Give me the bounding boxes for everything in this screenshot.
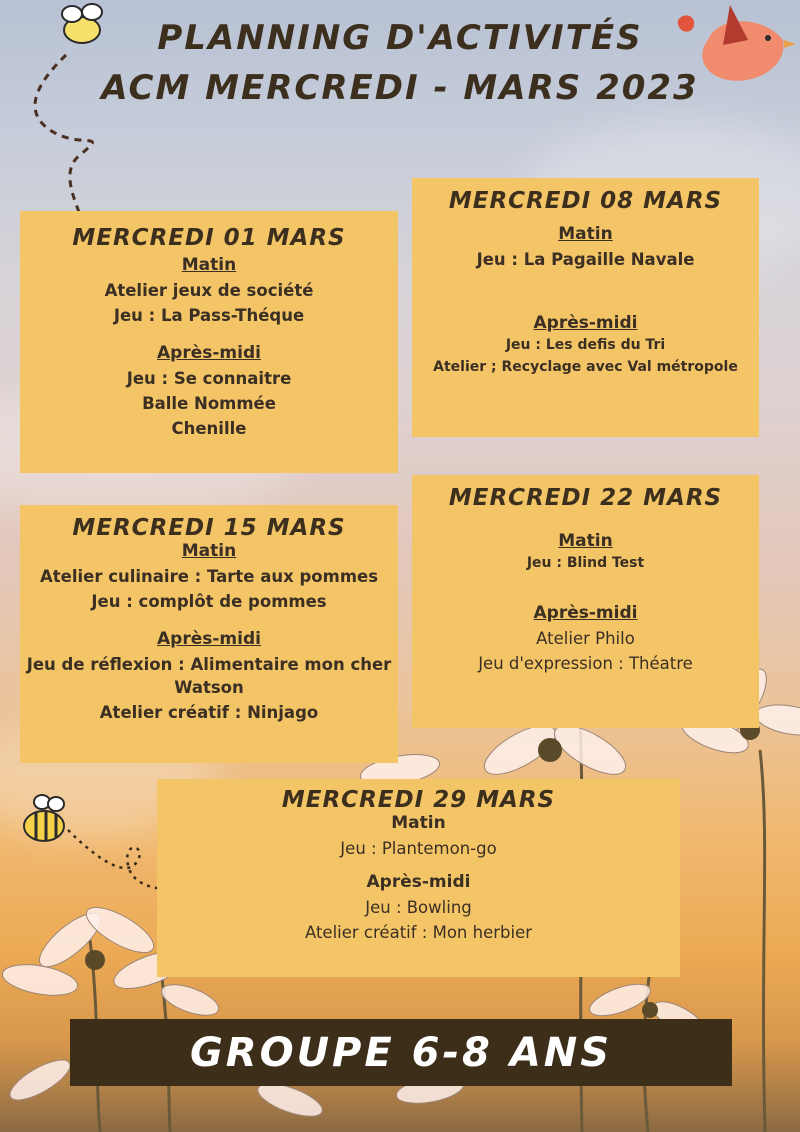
afternoon-label: Après-midi [157,343,261,363]
activity: Jeu : Se connaitre [126,369,292,388]
afternoon-label: Après-midi [157,629,261,649]
card-date: MERCREDI 22 MARS [448,485,723,511]
activity: Watson [174,678,244,697]
card-date: MERCREDI 08 MARS [448,188,723,214]
morning-label: Matin [391,813,446,833]
afternoon-label: Après-midi [533,313,638,333]
activity: Jeu : La Pagaille Navale [476,250,695,269]
activity: Jeu : La Pass-Théque [113,306,305,325]
activity: Atelier jeux de société [104,281,314,300]
activity: Jeu d'expression : Théatre [478,654,693,673]
group-banner: GROUPE 6-8 ANS [70,1019,732,1086]
card-date: MERCREDI 01 MARS [72,225,346,251]
activity: Atelier ; Recyclage avec Val métropole [433,359,738,375]
page-title: PLANNING D'ACTIVITÉS [157,18,643,58]
activity: Jeu : Les defis du Tri [505,337,666,353]
activity: Jeu de réflexion : Alimentaire mon cher [26,655,392,674]
activity: Atelier Philo [536,629,635,648]
morning-label: Matin [181,255,237,275]
day-card-22 [412,475,759,728]
morning-label: Matin [558,224,613,244]
activity: Chenille [171,419,247,438]
card-date: MERCREDI 29 MARS [281,787,556,813]
activity: Atelier culinaire : Tarte aux pommes [39,567,379,586]
afternoon-label: Après-midi [366,872,471,892]
day-card-01 [20,211,398,473]
day-card-15 [20,505,398,763]
card-date: MERCREDI 15 MARS [72,515,346,541]
day-card-29 [157,779,680,977]
activity: Atelier créatif : Ninjago [99,703,319,722]
morning-label: Matin [558,531,613,551]
activity: Atelier créatif : Mon herbier [304,923,533,942]
activity: Jeu : Plantemon-go [340,839,497,858]
afternoon-label: Après-midi [533,603,638,623]
activity: Jeu : Bowling [365,898,472,917]
day-card-08 [412,178,759,437]
activity: Jeu : Blind Test [526,555,645,571]
activity: Jeu : complôt de pommes [91,592,327,611]
activity: Balle Nommée [142,394,276,413]
morning-label: Matin [181,541,237,561]
page-subtitle: ACM MERCREDI - MARS 2023 [101,68,699,108]
